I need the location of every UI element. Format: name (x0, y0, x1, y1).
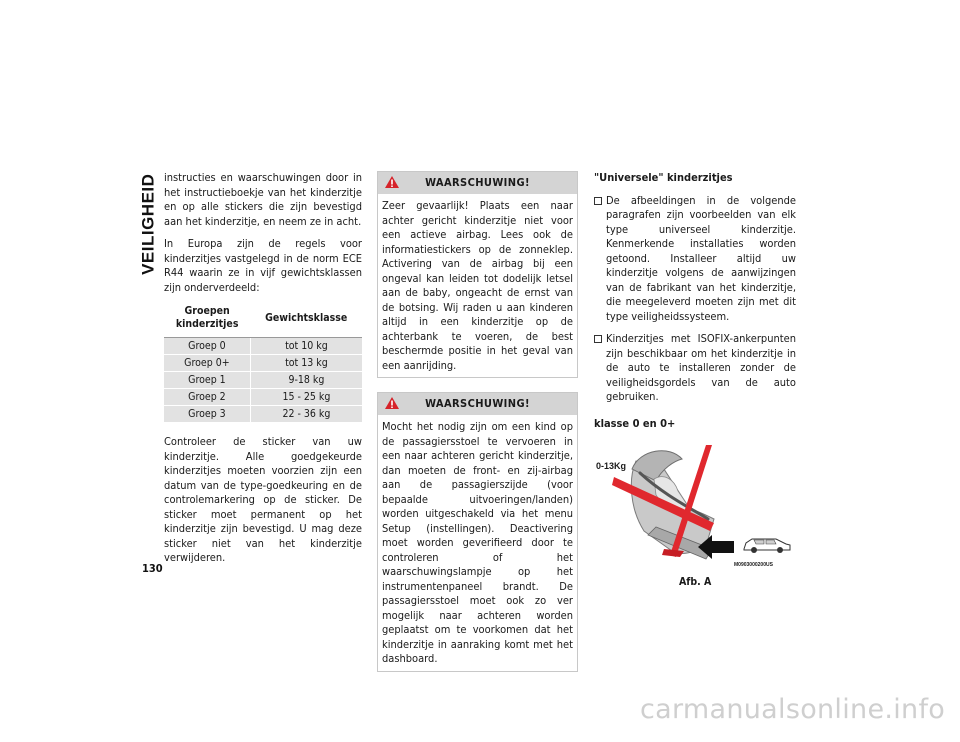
list-item (594, 194, 796, 325)
warning-header (378, 393, 577, 415)
cell-weight: 15 - 25 kg (250, 389, 362, 406)
warning-header (378, 172, 577, 194)
cell-weight: tot 10 kg (250, 338, 362, 355)
warning-box-2 (377, 392, 578, 672)
checkbox-bullet-icon (594, 197, 602, 205)
cell-group: Groep 0 (164, 338, 250, 355)
bullet-text: De afbeeldingen in de volgende paragrafen zijn voorbeelden van elk type universeel kinderzitje. Kenmerkende installaties worden getoond. Installeer altijd uw kinderzitje volgens de aanwijzingen van de fabrikant van het kinderzitje, die meegeleverd moeten zijn met dit type veiligheidssysteem. (606, 193, 796, 323)
paragraph-intro: instructies en waarschuwingen door in het instructieboekje van het kinderzitje en op alle stickers die zijn bevestigd aan het kinderzitje, en neem ze in acht. (164, 171, 362, 228)
heading-universal-seats: "Universele" kinderzitjes (594, 171, 733, 184)
warning-triangle-icon (384, 396, 400, 410)
section-title (137, 174, 161, 274)
table-row (164, 372, 362, 389)
column-left (164, 171, 362, 574)
car-icon (744, 539, 790, 553)
warning-box-1 (377, 171, 578, 378)
warning-body (378, 415, 577, 671)
warning-text: Zeer gevaarlijk! Plaats een naar achter gericht kinderzitje niet voor een actieve airbag. Lees ook de informatiestickers op de zonneklep. Activering van de airbag bij een ongeval kan leiden tot dodelijk letsel aan de baby, ongeacht de ernst van de botsing. Wij raden u aan kinderen altijd in een kinderzitje op de achterbank te voeren, de best beschermde positie in het geval van een aanrijding. (382, 199, 573, 372)
cell-group: Groep 0+ (164, 355, 250, 372)
warning-title: WAARSCHUWING! (425, 175, 530, 189)
warning-text: Mocht het nodig zijn om een kind op de passagiersstoel te vervoeren in een naar achteren gericht kinderzitje, dan moeten de front- en zij-airbag aan de passagierszijde (voor bepaalde uitvoeringen/landen) worden uitgeschakeld via het menu Setup (instellingen). Deactivering moet worden geverifieerd door te controleren of het waarschuwingslampje op het instrumentenpaneel brandt. De passagiersstoel moet ook zo ver mogelijk naar achteren worden geplaatst om te voorkomen dat het kinderzitje in aanraking komt met het dashboard. (382, 420, 573, 665)
section-title-text: VEILIGHEID (138, 173, 158, 275)
warning-body (378, 194, 577, 377)
header-groups-line2: kinderzitjes (175, 318, 239, 330)
table-header-row (164, 303, 362, 338)
header-weight: Gewichtsklasse (250, 303, 362, 338)
cell-weight: tot 13 kg (250, 355, 362, 372)
figure-a (594, 439, 794, 589)
list-item (594, 332, 796, 405)
page-number: 130 (142, 562, 163, 575)
checkbox-bullet-icon (594, 335, 602, 343)
column-middle (377, 171, 578, 686)
weight-class-table (164, 303, 362, 423)
warning-triangle-icon (384, 175, 400, 189)
table-row (164, 338, 362, 355)
header-groups-line1: Groepen (184, 305, 230, 317)
cell-group: Groep 2 (164, 389, 250, 406)
column-right (594, 171, 796, 589)
cell-weight: 22 - 36 kg (250, 406, 362, 423)
table-row (164, 406, 362, 423)
cell-group: Groep 1 (164, 372, 250, 389)
warning-title: WAARSCHUWING! (425, 396, 530, 410)
table-row (164, 355, 362, 372)
figure-code: M0903000200US (734, 562, 773, 568)
cell-group: Groep 3 (164, 406, 250, 423)
watermark: carmanualsonline.info (640, 694, 946, 725)
table-row (164, 389, 362, 406)
paragraph-sticker: Controleer de sticker van uw kinderzitje. Alle goedgekeurde kinderzitjes moeten voorzien zijn een datum van de type-goedkeuring en de controlemarkering op de sticker. De sticker moet permanent op het kinderzitje zijn bevestigd. U mag deze sticker niet van het kinderzitje verwijderen. (164, 435, 362, 564)
bullet-text: Kinderzitjes met ISOFIX-ankerpunten zijn beschikbaar om het kinderzitje in de auto te installeren zonder de veiligheidsgordels van de auto gebruiken. (606, 332, 796, 403)
figure-caption: Afb. A (679, 576, 712, 588)
header-groups (164, 303, 250, 338)
cell-weight: 9-18 kg (250, 372, 362, 389)
weight-class-label: 0-13Kg (596, 461, 627, 471)
heading-class-0: klasse 0 en 0+ (594, 416, 676, 430)
paragraph-europe: In Europa zijn de regels voor kinderzitjes vastgelegd in de norm ECE R44 waarin ze in vijf gewichtsklassen zijn onderverdeeld: (164, 237, 362, 294)
